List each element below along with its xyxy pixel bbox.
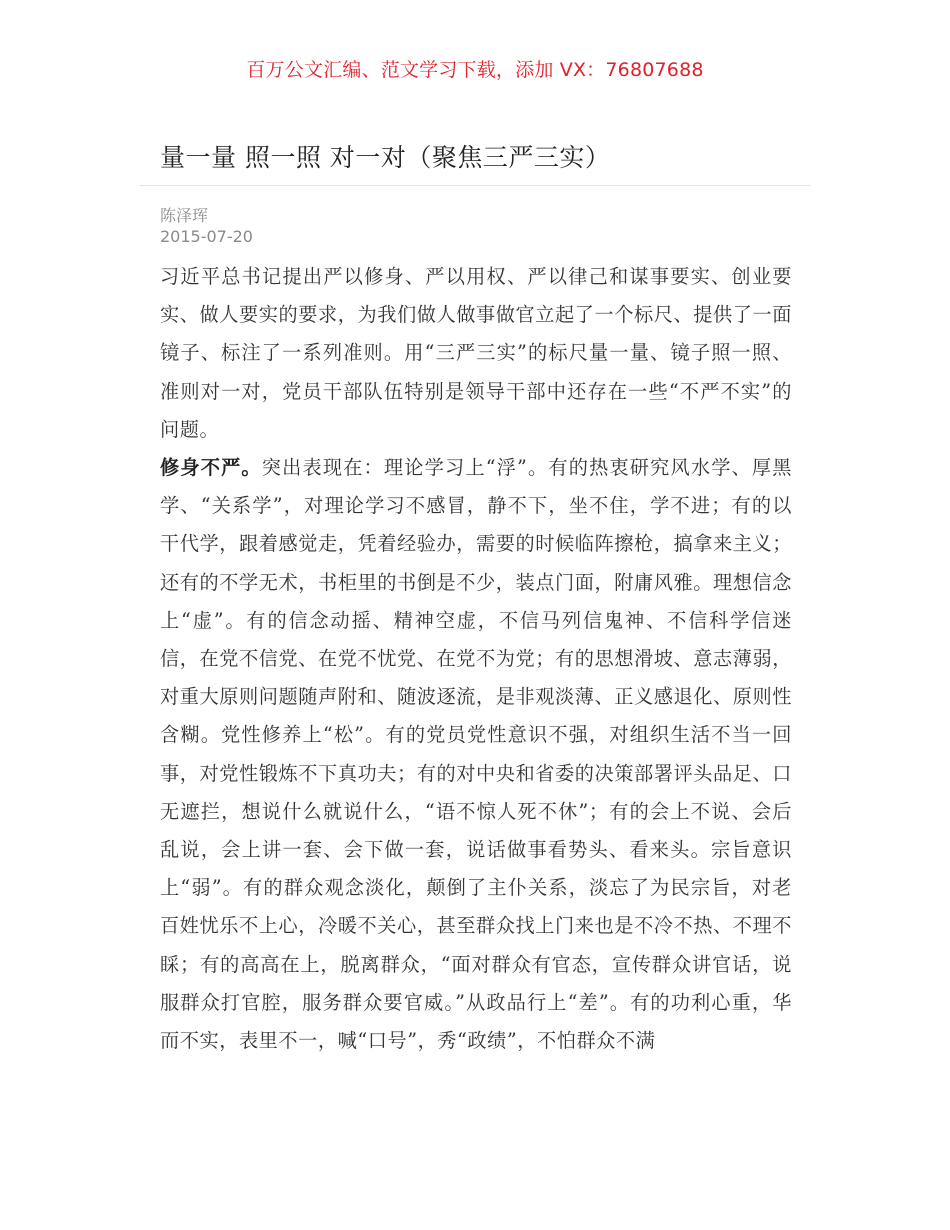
- paragraph-intro: [160, 258, 792, 449]
- paragraph-xiushen: [160, 449, 792, 1060]
- article-date: 2015-07-20: [160, 227, 253, 246]
- article-author: 陈泽珲: [160, 206, 209, 225]
- article-body: [160, 258, 792, 1060]
- title-divider: [140, 185, 810, 186]
- promo-banner: 百万公文汇编、范文学习下载，添加 VX：76807688: [246, 59, 704, 81]
- article-meta: [160, 205, 253, 247]
- article-title: 量一量 照一照 对一对（聚焦三严三实）: [160, 143, 611, 172]
- paragraph-text: 突出表现在：理论学习上“浮”。有的热衷研究风水学、厚黑学、“关系学”，对理论学习不感冒，静不下，坐不住，学不进；有的以干代学，跟着感觉走，凭着经验办，需要的时候临阵擦枪，搞拿来主义；还有的不学无术，书柜里的书倒是不少，装点门面，附庸风雅。理想信念上“虚”。有的信念动摇、精神空虚，不信马列信鬼神、不信科学信迷信，在党不信党、在党不忧党、在党不为党；有的思想滑坡、意志薄弱，对重大原则问题随声附和、随波逐流，是非观淡薄、正义感退化、原则性含糊。党性修养上“松”。有的党员党性意识不强，对组织生活不当一回事，对党性锻炼不下真功夫；有的对中央和省委的决策部署评头品足、口无遮拦，想说什么就说什么，“语不惊人死不休”；有的会上不说、会后乱说，会上讲一套、会下做一套，说话做事看势头、看来头。宗旨意识上“弱”。有的群众观念淡化，颠倒了主仆关系，淡忘了为民宗旨，对老百姓忧乐不上心，冷暖不关心，甚至群众找上门来也是不冷不热、不理不睬；有的高高在上，脱离群众，“面对群众有官态，宣传群众讲官话，说服群众打官腔，服务群众要官威。”从政品行上“差”。有的功利心重，华而不实，表里不一，喊“口号”，秀“政绩”，不怕群众不满: [160, 456, 793, 1053]
- paragraph-lead: 修身不严。: [160, 456, 262, 480]
- paragraph-text: 习近平总书记提出严以修身、严以用权、严以律己和谋事要实、创业要实、做人要实的要求，为我们做人做事做官立起了一个标尺、提供了一面镜子、标注了一系列准则。用“三严三实”的标尺量一量、镜子照一照、准则对一对，党员干部队伍特别是领导干部中还存在一些“不严不实”的问题。: [160, 265, 792, 441]
